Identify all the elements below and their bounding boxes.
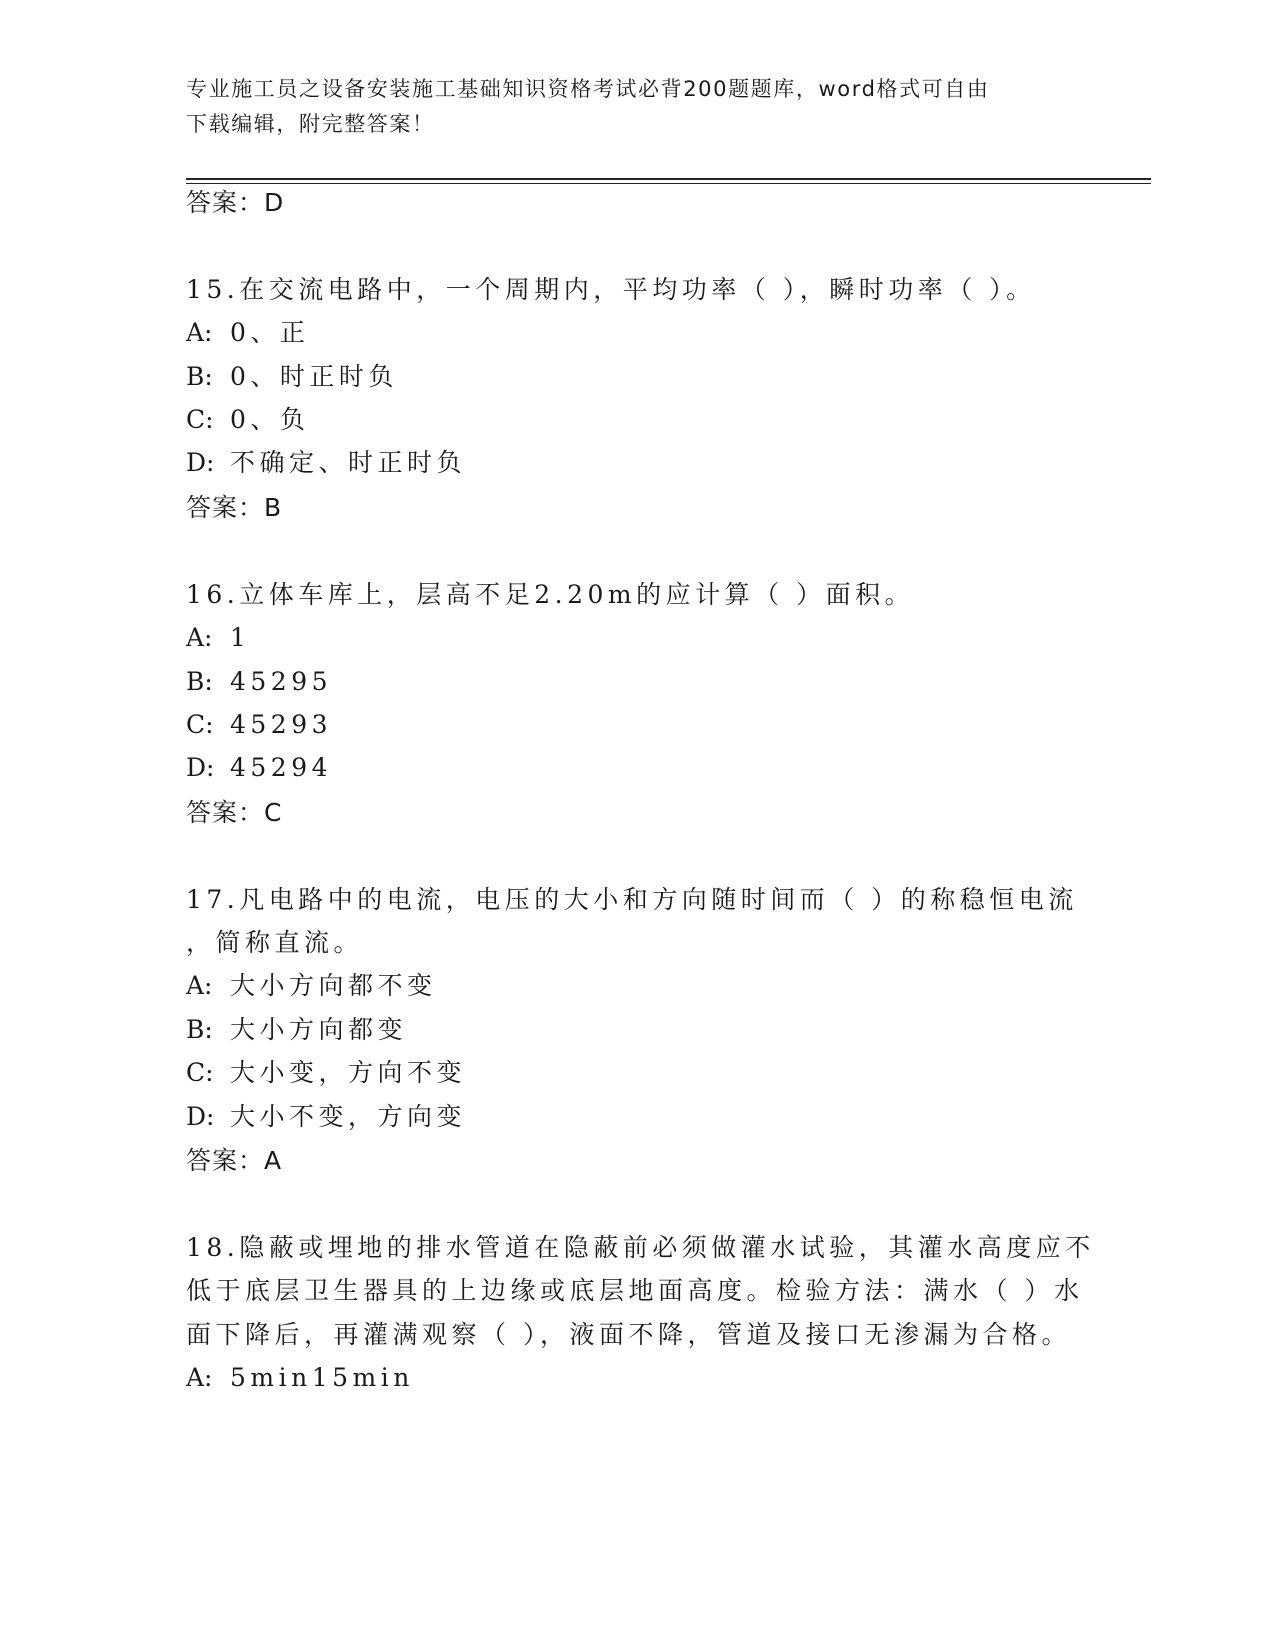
- question-17-option-c: [186, 1058, 466, 1088]
- question-17-answer: 答案：A: [186, 1146, 283, 1175]
- option-letter: B:: [186, 362, 213, 391]
- header-divider-thin: [186, 183, 1151, 184]
- option-letter: A:: [186, 971, 213, 1000]
- option-text: 45294: [230, 753, 333, 782]
- header-line-1: 专业施工员之设备安装施工基础知识资格考试必背200题题库，word格式可自由: [186, 77, 990, 101]
- question-15-option-d: [186, 448, 466, 478]
- option-text: 1: [230, 623, 251, 652]
- question-18-option-a: [186, 1363, 414, 1393]
- option-text: 0、时正时负: [230, 362, 398, 391]
- option-letter: C:: [186, 710, 214, 739]
- option-letter: D:: [186, 448, 215, 477]
- option-letter: A:: [186, 623, 213, 652]
- question-15-answer: 答案：B: [186, 493, 283, 522]
- option-text: 大小变，方向不变: [230, 1058, 467, 1087]
- question-15-option-c: [186, 405, 309, 435]
- option-text: 5min15min: [230, 1363, 414, 1392]
- question-17-line-1: 17.凡电路中的电流，电压的大小和方向随时间而（ ）的称稳恒电流: [186, 885, 1078, 914]
- option-letter: A:: [186, 318, 213, 347]
- question-18-line-3: 面下降后，再灌满观察（ ），液面不降，管道及接口无渗漏为合格。: [186, 1320, 1071, 1349]
- question-17-option-a: [186, 971, 437, 1001]
- question-16-option-b: [186, 667, 332, 697]
- question-17-option-d: [186, 1102, 466, 1132]
- option-text: 45293: [230, 710, 333, 739]
- question-15-line-1: 15.在交流电路中，一个周期内，平均功率（ ），瞬时功率（ ）。: [186, 275, 1036, 304]
- option-text: 45295: [230, 667, 333, 696]
- question-16-option-a: [186, 623, 250, 653]
- option-text: 大小方向都变: [230, 1015, 408, 1044]
- answer-previous: 答案：D: [186, 188, 285, 217]
- question-18-line-2: 低于底层卫生器具的上边缘或底层地面高度。检验方法：满水（ ）水: [186, 1276, 1084, 1305]
- option-letter: D:: [186, 753, 215, 782]
- option-text: 大小不变，方向变: [230, 1102, 467, 1131]
- question-15-option-b: [186, 362, 398, 392]
- question-16-option-c: [186, 710, 332, 740]
- option-letter: D:: [186, 1102, 215, 1131]
- option-letter: C:: [186, 1058, 214, 1087]
- option-text: 0、负: [230, 405, 310, 434]
- document-header: [186, 72, 1066, 142]
- question-16-line-1: 16.立体车库上，层高不足2.20m的应计算（ ）面积。: [186, 580, 915, 609]
- option-letter: B:: [186, 667, 213, 696]
- question-17-option-b: [186, 1015, 407, 1045]
- header-divider-thick: [186, 178, 1151, 180]
- header-line-2: 下载编辑，附完整答案！: [186, 112, 435, 136]
- question-15-option-a: [186, 318, 309, 348]
- question-16-option-d: [186, 753, 332, 783]
- option-letter: B:: [186, 1015, 213, 1044]
- question-16-answer: 答案：C: [186, 798, 283, 827]
- question-18-line-1: 18.隐蔽或埋地的排水管道在隐蔽前必须做灌水试验，其灌水高度应不: [186, 1233, 1095, 1262]
- option-text: 大小方向都不变: [230, 971, 437, 1000]
- option-letter: C:: [186, 405, 214, 434]
- question-17-line-2: ，简称直流。: [186, 928, 364, 957]
- option-text: 不确定、时正时负: [230, 448, 467, 477]
- option-letter: A:: [186, 1363, 213, 1392]
- option-text: 0、正: [230, 318, 310, 347]
